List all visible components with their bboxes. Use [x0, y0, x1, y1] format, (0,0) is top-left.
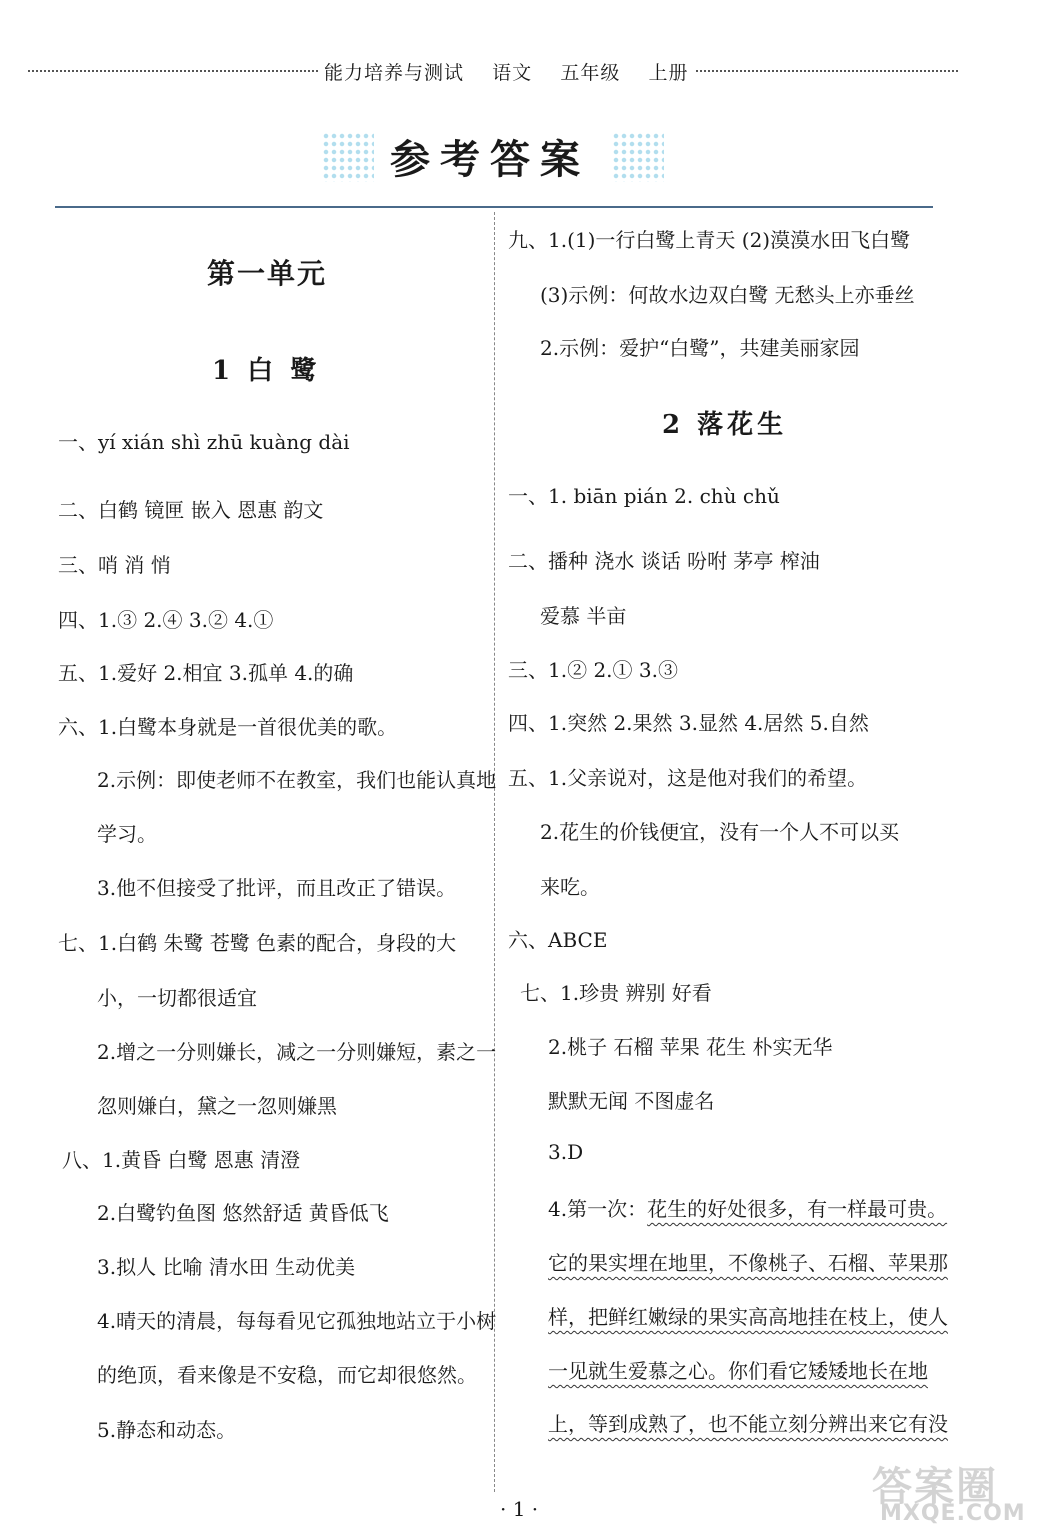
answer-line: 2.桃子 石榴 苹果 花生 朴实无华 — [548, 1035, 833, 1059]
answer-line: 九、1.(1)一行白鹭上青天 (2)漠漠水田飞白鹭 — [508, 228, 911, 252]
answer-line: 三、哨 消 悄 — [58, 553, 171, 577]
title-area — [0, 118, 1044, 188]
page-title: 参考答案 — [390, 136, 590, 183]
answer-line: 2.白鹭钓鱼图 悠然舒适 黄昏低飞 — [97, 1201, 389, 1225]
page-number: · 1 · — [500, 1497, 539, 1521]
answer-line — [548, 1193, 947, 1222]
lesson-title-2: 2 落花生 — [662, 410, 788, 440]
answer-line: 六、1.白鹭本身就是一首很优美的歌。 — [58, 715, 398, 739]
answer-line: 爱慕 半亩 — [540, 604, 627, 628]
wavy-underlined-text: 上，等到成熟了，也不能立刻分辨出来它有没 — [548, 1412, 948, 1436]
q4-prefix: 4.第一次： — [548, 1197, 648, 1221]
wavy-underlined-text: 一见就生爱慕之心。你们看它矮矮地长在地 — [548, 1359, 928, 1383]
answer-line: 三、1.② 2.① 3.③ — [508, 658, 678, 682]
answer-line: 3.拟人 比喻 清水田 生动优美 — [97, 1255, 356, 1279]
answer-line: 七、1.珍贵 辨别 好看 — [520, 981, 712, 1005]
answer-line: 二、白鹤 镜匣 嵌入 恩惠 韵文 — [58, 498, 324, 522]
watermark-bottom: MXQE.COM — [880, 1501, 1026, 1526]
answer-line: 2.示例：爱护“白鹭”，共建美丽家园 — [540, 336, 860, 360]
answer-line: 四、1.③ 2.④ 3.② 4.① — [58, 608, 274, 632]
answer-line: 八、1.黄昏 白鹭 恩惠 清澄 — [62, 1148, 301, 1172]
wavy-underlined-text: 花生的好处很多，有一样最可贵。 — [647, 1197, 948, 1221]
answer-line: 五、1.爱好 2.相宜 3.孤单 4.的确 — [58, 661, 354, 685]
answer-line: 一、yí xián shì zhū kuàng dài — [58, 430, 350, 454]
answer-line: 七、1.白鹤 朱鹭 苍鹭 色素的配合，身段的大 — [58, 931, 457, 955]
answer-line: 的绝顶，看来像是不安稳，而它却很悠然。 — [97, 1363, 477, 1387]
answer-line: 默默无闻 不图虚名 — [548, 1089, 715, 1113]
answer-line: 学习。 — [97, 822, 157, 846]
watermark-logo — [872, 1455, 1026, 1529]
answer-line: 2.增之一分则嫌长，减之一分则嫌短，素之一 — [97, 1040, 497, 1064]
wavy-underlined-text: 样，把鲜红嫩绿的果实高高地挂在枝上，使人 — [548, 1305, 948, 1329]
answer-line: 一、1. biān pián 2. chù chǔ — [508, 484, 780, 508]
answer-line: 五、1.父亲说对，这是他对我们的希望。 — [508, 766, 868, 790]
answer-line: 忽则嫌白，黛之一忽则嫌黑 — [97, 1094, 337, 1118]
title-decoration-left — [322, 132, 374, 182]
title-rule — [55, 206, 933, 208]
answer-line: 二、播种 浇水 谈话 吩咐 茅亭 榨油 — [508, 549, 820, 573]
answer-line: 小，一切都很适宜 — [97, 986, 257, 1010]
column-divider — [494, 212, 495, 1492]
answer-line: 4.晴天的清晨，每每看见它孤独地站立于小树 — [97, 1309, 497, 1333]
answer-line: 2.示例：即使老师不在教室，我们也能认真地 — [97, 768, 497, 792]
title-decoration-right — [612, 132, 664, 182]
page-header — [28, 58, 958, 86]
answer-line: 5.静态和动态。 — [97, 1418, 237, 1442]
answer-line: 2.花生的价钱便宜，没有一个人不可以买 — [540, 820, 900, 844]
lesson-title-1: 1 白 鹭 — [212, 356, 321, 386]
watermark-top: 答案圈 — [872, 1464, 998, 1510]
answer-line: 六、ABCE — [508, 928, 608, 952]
answer-line: 3.他不但接受了批评，而且改正了错误。 — [97, 876, 457, 900]
answer-line: (3)示例：何故水边双白鹭 无愁头上亦垂丝 — [540, 283, 915, 307]
unit-title: 第一单元 — [207, 257, 328, 290]
header-text: 能力培养与测试 语文 五年级 上册 — [318, 58, 694, 85]
answer-line: 来吃。 — [540, 875, 600, 899]
wavy-underlined-text: 它的果实埋在地里，不像桃子、石榴、苹果那 — [548, 1251, 948, 1275]
answer-line: 3.D — [548, 1140, 584, 1164]
answer-line: 四、1.突然 2.果然 3.显然 4.居然 5.自然 — [508, 711, 869, 735]
